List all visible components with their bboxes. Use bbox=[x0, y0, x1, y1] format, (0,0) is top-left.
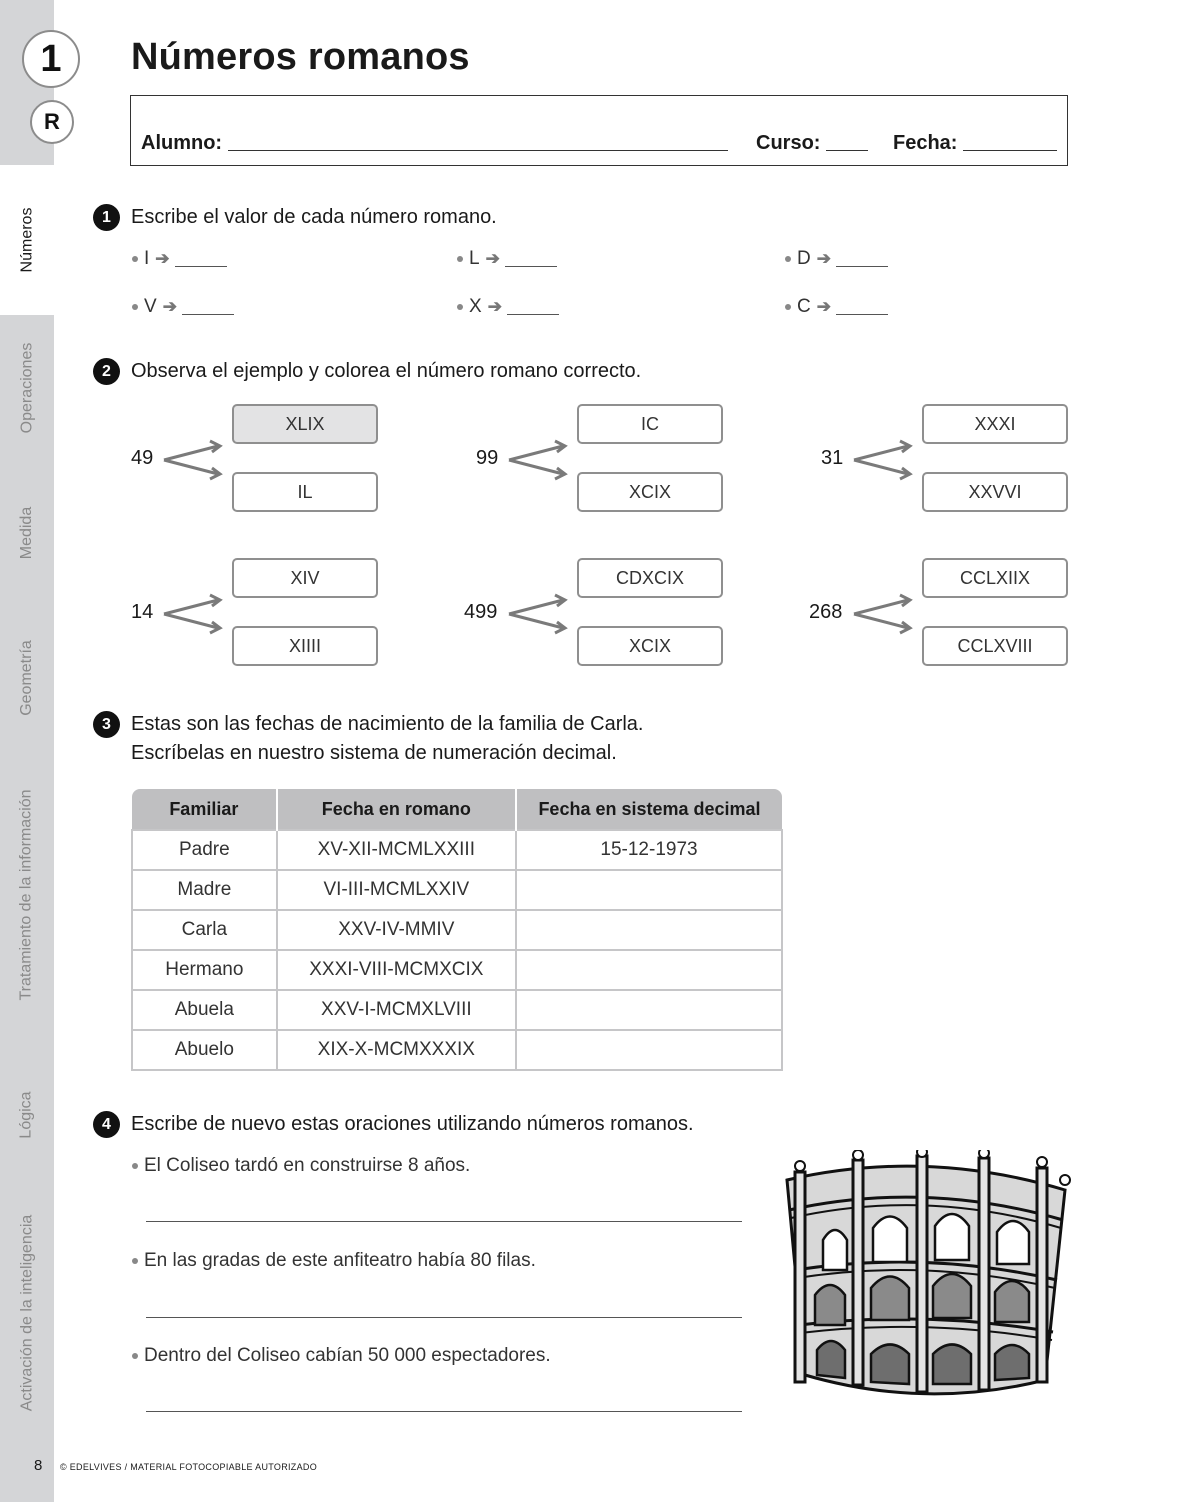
roman-value-item bbox=[457, 296, 559, 318]
choice-group bbox=[809, 558, 1109, 670]
answer-line[interactable] bbox=[146, 1410, 742, 1412]
roman-date-cell: XIX-X-MCMXXXIX bbox=[277, 1030, 516, 1070]
unit-number-badge: 1 bbox=[22, 30, 80, 88]
column-header: Familiar bbox=[132, 789, 277, 830]
course-label: Curso: bbox=[756, 132, 821, 154]
roman-numeral: V bbox=[144, 296, 157, 317]
arrow-right-icon: ➔ bbox=[485, 249, 500, 268]
choice-group bbox=[464, 558, 764, 670]
answer-blank[interactable] bbox=[836, 265, 888, 267]
course-field[interactable] bbox=[756, 132, 868, 155]
choice-group bbox=[131, 404, 431, 516]
course-line[interactable] bbox=[826, 149, 868, 151]
student-name-line[interactable] bbox=[228, 149, 728, 151]
student-info-box bbox=[130, 95, 1068, 166]
roman-numeral: D bbox=[797, 248, 811, 269]
decimal-number: 99 bbox=[476, 447, 499, 469]
roman-date-cell: XV-XII-MCMLXXIII bbox=[277, 830, 516, 870]
double-arrow-icon bbox=[162, 438, 224, 482]
arrow-right-icon: ➔ bbox=[487, 297, 502, 316]
decimal-number: 31 bbox=[821, 447, 844, 469]
bullet-icon bbox=[785, 256, 791, 262]
table-row bbox=[132, 830, 782, 870]
arrow-right-icon: ➔ bbox=[162, 297, 177, 316]
sidebar-tab-label: Tratamiento de la información bbox=[18, 789, 35, 1001]
roman-value-item bbox=[457, 248, 557, 270]
family-member-cell: Abuela bbox=[132, 990, 277, 1030]
bullet-icon bbox=[132, 1163, 138, 1169]
family-member-cell: Padre bbox=[132, 830, 277, 870]
exercise-1-title bbox=[93, 203, 497, 232]
sentence-item bbox=[132, 1250, 536, 1272]
roman-date-cell: XXV-IV-MMIV bbox=[277, 910, 516, 950]
double-arrow-icon bbox=[162, 592, 224, 636]
date-line[interactable] bbox=[963, 149, 1057, 151]
decimal-number: 499 bbox=[464, 601, 498, 623]
sidebar-tab-numeros[interactable] bbox=[0, 165, 54, 315]
sidebar-tab-medida[interactable] bbox=[0, 460, 54, 605]
sidebar-tab-operaciones[interactable] bbox=[0, 315, 54, 460]
student-label: Alumno: bbox=[141, 132, 223, 154]
roman-numeral: X bbox=[469, 296, 482, 317]
sentence-text: Dentro del Coliseo cabían 50 000 espectadores. bbox=[144, 1345, 551, 1366]
sidebar-tab-label: Medida bbox=[17, 506, 35, 559]
section-sidebar bbox=[0, 0, 54, 1502]
family-member-cell: Hermano bbox=[132, 950, 277, 990]
double-arrow-icon bbox=[507, 592, 569, 636]
page-number: 8 bbox=[34, 1457, 43, 1474]
double-arrow-icon bbox=[852, 592, 914, 636]
roman-value-item bbox=[785, 296, 888, 318]
choice-group bbox=[476, 404, 776, 516]
table-row bbox=[132, 910, 782, 950]
decimal-date-cell[interactable]: 15-12-1973 bbox=[516, 830, 782, 870]
sidebar-tab-label: Lógica bbox=[18, 1091, 35, 1139]
roman-option-box[interactable]: CCLXVIII bbox=[922, 626, 1068, 666]
roman-date-cell: VI-III-MCMLXXIV bbox=[277, 870, 516, 910]
exercise-4-title bbox=[93, 1110, 694, 1139]
choice-group bbox=[131, 558, 431, 670]
bullet-icon bbox=[132, 1353, 138, 1359]
roman-option-box[interactable]: XCIX bbox=[577, 626, 723, 666]
answer-line[interactable] bbox=[146, 1316, 742, 1318]
roman-value-item bbox=[132, 296, 234, 318]
roman-value-item bbox=[132, 248, 227, 270]
birthdates-table bbox=[131, 789, 783, 1071]
roman-option-box[interactable]: CCLXIIX bbox=[922, 558, 1068, 598]
double-arrow-icon bbox=[852, 438, 914, 482]
decimal-date-cell[interactable] bbox=[516, 950, 782, 990]
sidebar-tab-label: Geometría bbox=[18, 639, 35, 716]
date-field[interactable] bbox=[893, 132, 1057, 155]
family-member-cell: Carla bbox=[132, 910, 277, 950]
decimal-date-cell[interactable] bbox=[516, 1030, 782, 1070]
roman-option-box[interactable]: IC bbox=[577, 404, 723, 444]
answer-blank[interactable] bbox=[836, 313, 888, 315]
roman-option-box[interactable]: XCIX bbox=[577, 472, 723, 512]
sentence-text: En las gradas de este anfiteatro había 80 filas. bbox=[144, 1250, 536, 1271]
sentence-text: El Coliseo tardó en construirse 8 años. bbox=[144, 1155, 471, 1176]
roman-option-box[interactable]: XXXI bbox=[922, 404, 1068, 444]
exercise-2-title bbox=[93, 357, 641, 386]
roman-numeral: I bbox=[144, 248, 150, 269]
copyright-notice: © EDELVIVES / MATERIAL FOTOCOPIABLE AUTORIZADO bbox=[60, 1462, 317, 1472]
answer-blank[interactable] bbox=[505, 265, 557, 267]
table-row bbox=[132, 950, 782, 990]
roman-option-box[interactable]: XXVVI bbox=[922, 472, 1068, 512]
table-row bbox=[132, 870, 782, 910]
sentence-item bbox=[132, 1345, 551, 1367]
arrow-right-icon: ➔ bbox=[816, 249, 831, 268]
roman-option-box[interactable]: XIV bbox=[232, 558, 378, 598]
decimal-date-cell[interactable] bbox=[516, 870, 782, 910]
roman-value-item bbox=[785, 248, 888, 270]
exercise-3-title bbox=[93, 710, 644, 768]
decimal-date-cell[interactable] bbox=[516, 990, 782, 1030]
roman-date-cell: XXXI-VIII-MCMXCIX bbox=[277, 950, 516, 990]
exercise-4-instruction: Escribe de nuevo estas oraciones utilizando números romanos. bbox=[131, 1113, 694, 1135]
sidebar-tab-logica[interactable] bbox=[0, 1060, 54, 1170]
roman-option-box[interactable]: IL bbox=[232, 472, 378, 512]
sidebar-tab-label: Números bbox=[18, 207, 35, 273]
bullet-icon bbox=[132, 1258, 138, 1264]
exercise-number-badge: 4 bbox=[93, 1111, 120, 1138]
level-badge: R bbox=[30, 100, 74, 144]
sidebar-tab-label: Operaciones bbox=[18, 342, 35, 433]
roman-numeral: C bbox=[797, 296, 811, 317]
date-label: Fecha: bbox=[893, 132, 958, 154]
sentence-item bbox=[132, 1155, 470, 1177]
bullet-icon bbox=[132, 256, 138, 262]
sidebar-tab-tratamiento[interactable] bbox=[0, 770, 54, 1020]
bullet-icon bbox=[785, 304, 791, 310]
bullet-icon bbox=[132, 304, 138, 310]
roman-date-cell: XXV-I-MCMXLVIII bbox=[277, 990, 516, 1030]
arrow-right-icon: ➔ bbox=[816, 297, 831, 316]
colosseum-illustration bbox=[775, 1150, 1075, 1400]
page-title: Números romanos bbox=[131, 36, 470, 78]
roman-option-box[interactable]: XLIX bbox=[232, 404, 378, 444]
instruction-line: Estas son las fechas de nacimiento de la familia de Carla. bbox=[131, 713, 644, 735]
roman-option-box[interactable]: XIIII bbox=[232, 626, 378, 666]
sidebar-tab-activacion[interactable] bbox=[0, 1195, 54, 1430]
family-member-cell: Abuelo bbox=[132, 1030, 277, 1070]
sidebar-tab-geometria[interactable] bbox=[0, 605, 54, 750]
roman-numeral: L bbox=[469, 248, 480, 269]
answer-line[interactable] bbox=[146, 1220, 742, 1222]
choice-group bbox=[821, 404, 1121, 516]
answer-blank[interactable] bbox=[175, 265, 227, 267]
exercise-2-instruction: Observa el ejemplo y colorea el número romano correcto. bbox=[131, 360, 642, 382]
decimal-date-cell[interactable] bbox=[516, 910, 782, 950]
exercise-number-badge: 1 bbox=[93, 204, 120, 231]
table-header-row bbox=[132, 789, 782, 830]
instruction-line: Escríbelas en nuestro sistema de numeración decimal. bbox=[131, 742, 617, 764]
family-member-cell: Madre bbox=[132, 870, 277, 910]
answer-blank[interactable] bbox=[182, 313, 234, 315]
column-header: Fecha en romano bbox=[277, 789, 516, 830]
bullet-icon bbox=[457, 256, 463, 262]
decimal-number: 49 bbox=[131, 447, 154, 469]
sidebar-tab-label: Activación de la inteligencia bbox=[18, 1214, 35, 1411]
decimal-number: 14 bbox=[131, 601, 154, 623]
exercise-3-instruction bbox=[131, 710, 644, 768]
answer-blank[interactable] bbox=[507, 313, 559, 315]
exercise-1-instruction: Escribe el valor de cada número romano. bbox=[131, 206, 497, 228]
arrow-right-icon: ➔ bbox=[155, 249, 170, 268]
double-arrow-icon bbox=[507, 438, 569, 482]
table-row bbox=[132, 1030, 782, 1070]
bullet-icon bbox=[457, 304, 463, 310]
roman-option-box[interactable]: CDXCIX bbox=[577, 558, 723, 598]
table-row bbox=[132, 990, 782, 1030]
column-header: Fecha en sistema decimal bbox=[516, 789, 782, 830]
student-name-field[interactable] bbox=[141, 132, 728, 155]
exercise-number-badge: 3 bbox=[93, 711, 120, 738]
decimal-number: 268 bbox=[809, 601, 843, 623]
exercise-number-badge: 2 bbox=[93, 358, 120, 385]
